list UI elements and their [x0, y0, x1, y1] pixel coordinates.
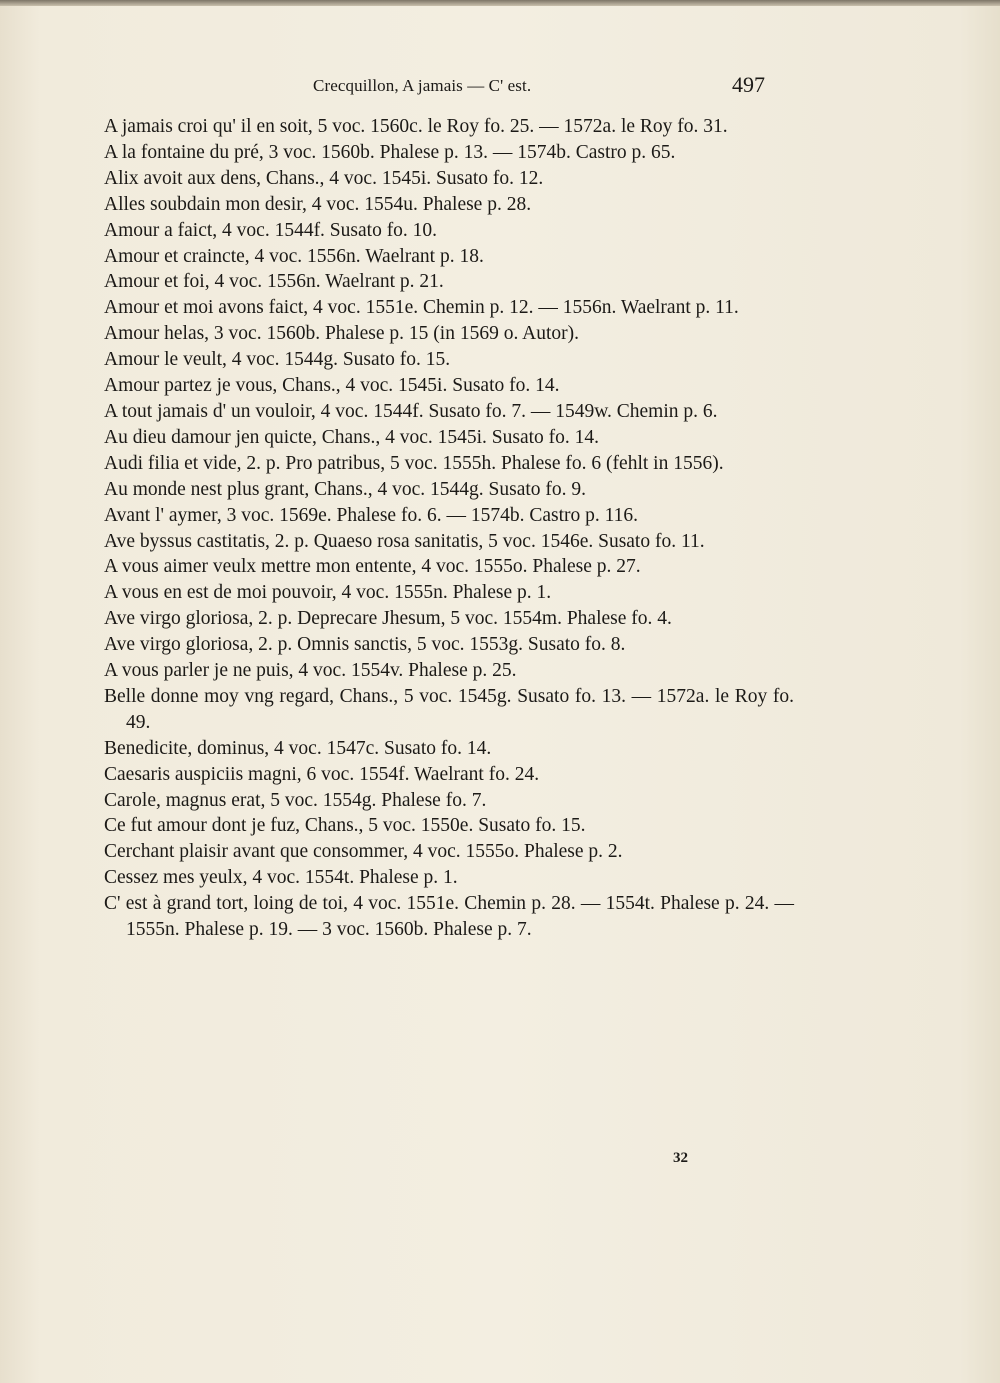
- catalog-entry-list: [104, 114, 794, 943]
- catalog-entry: Caesaris auspiciis magni, 6 voc. 1554f. Waelrant fo. 24.: [104, 763, 540, 785]
- catalog-entry: Amour a faict, 4 voc. 1544f. Susato fo. 10.: [104, 219, 438, 241]
- catalog-entry: Carole, magnus erat, 5 voc. 1554g. Phalese fo. 7.: [104, 789, 487, 811]
- catalog-entry: Amour le veult, 4 voc. 1544g. Susato fo. 15.: [104, 349, 451, 371]
- catalog-entry: Ave byssus castitatis, 2. p. Quaeso rosa sanitatis, 5 voc. 1546e. Susato fo. 11.: [104, 530, 705, 552]
- running-head-title: Crecquillon, A jamais — C' est.: [313, 76, 532, 95]
- catalog-entry: Audi filia et vide, 2. p. Pro patribus, 5 voc. 1555h. Phalese fo. 6 (fehlt in 1556).: [104, 452, 724, 474]
- catalog-entry: Ce fut amour dont je fuz, Chans., 5 voc. 1550e. Susato fo. 15.: [104, 815, 586, 837]
- catalog-entry: Amour et craincte, 4 voc. 1556n. Waelrant p. 18.: [104, 245, 484, 267]
- catalog-entry: Avant l' aymer, 3 voc. 1569e. Phalese fo. 6. — 1574b. Castro p. 116.: [104, 504, 639, 526]
- signature-mark: 32: [673, 1150, 688, 1166]
- catalog-entry: Amour partez je vous, Chans., 4 voc. 1545i. Susato fo. 14.: [104, 375, 560, 397]
- catalog-entry: A vous en est de moi pouvoir, 4 voc. 1555n. Phalese p. 1.: [104, 582, 552, 604]
- catalog-entry: A vous aimer veulx mettre mon entente, 4 voc. 1555o. Phalese p. 27.: [104, 556, 641, 578]
- catalog-entry: Cessez mes yeulx, 4 voc. 1554t. Phalese p. 1.: [104, 867, 458, 889]
- catalog-entry: Au dieu damour jen quicte, Chans., 4 voc. 1545i. Susato fo. 14.: [104, 426, 600, 448]
- catalog-entry: Belle donne moy vng regard, Chans., 5 voc. 1545g. Susato fo. 13. — 1572a. le Roy fo. 49.: [104, 685, 794, 733]
- catalog-entry: A la fontaine du pré, 3 voc. 1560b. Phalese p. 13. — 1574b. Castro p. 65.: [104, 141, 676, 163]
- catalog-entry: A vous parler je ne puis, 4 voc. 1554v. Phalese p. 25.: [104, 660, 517, 682]
- running-head: [0, 72, 1000, 102]
- catalog-entry: Amour et moi avons faict, 4 voc. 1551e. Chemin p. 12. — 1556n. Waelrant p. 11.: [104, 297, 739, 319]
- catalog-entry: Benedicite, dominus, 4 voc. 1547c. Susato fo. 14.: [104, 737, 492, 759]
- page-top-edge: [0, 0, 1000, 6]
- catalog-entry: Cerchant plaisir avant que consommer, 4 voc. 1555o. Phalese p. 2.: [104, 841, 623, 863]
- catalog-entry: Alix avoit aux dens, Chans., 4 voc. 1545i. Susato fo. 12.: [104, 167, 544, 189]
- catalog-entry: Amour et foi, 4 voc. 1556n. Waelrant p. 21.: [104, 271, 444, 293]
- catalog-entry: Ave virgo gloriosa, 2. p. Omnis sanctis, 5 voc. 1553g. Susato fo. 8.: [104, 634, 626, 656]
- catalog-entry: C' est à grand tort, loing de toi, 4 voc. 1551e. Chemin p. 28. — 1554t. Phalese p. 24. — 1555n. Phalese p. 19. — 3 voc. 1560b. Phalese p. 7.: [104, 893, 794, 941]
- catalog-entry: Alles soubdain mon desir, 4 voc. 1554u. Phalese p. 28.: [104, 193, 532, 215]
- catalog-entry: Amour helas, 3 voc. 1560b. Phalese p. 15 (in 1569 o. Autor).: [104, 323, 579, 345]
- catalog-entry: A tout jamais d' un vouloir, 4 voc. 1544f. Susato fo. 7. — 1549w. Chemin p. 6.: [104, 400, 718, 422]
- catalog-entry: Au monde nest plus grant, Chans., 4 voc. 1544g. Susato fo. 9.: [104, 478, 587, 500]
- catalog-entry: A jamais croi qu' il en soit, 5 voc. 1560c. le Roy fo. 25. — 1572a. le Roy fo. 31.: [104, 116, 728, 137]
- page-number: 497: [732, 72, 765, 97]
- catalog-entry: Ave virgo gloriosa, 2. p. Deprecare Jhesum, 5 voc. 1554m. Phalese fo. 4.: [104, 608, 672, 630]
